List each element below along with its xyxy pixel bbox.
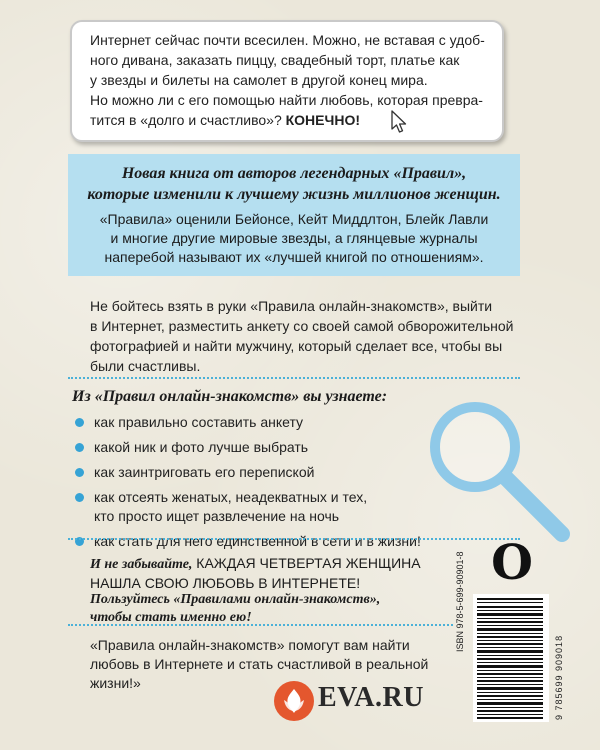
footer-line-2: любовь в Интернете и стать счастливой в реальной bbox=[90, 656, 429, 672]
band-text bbox=[68, 210, 520, 267]
paragraph-line-4: были счастливы. bbox=[90, 358, 201, 374]
learn-title: Из «Правил онлайн-знакомств» вы узнаете: bbox=[72, 388, 388, 405]
list-item-text: как отсеять женатых, неадекватных и тех, bbox=[94, 489, 368, 505]
remember-text bbox=[90, 554, 450, 592]
intro-line-5-text: тится в «долго и счастливо»? bbox=[90, 112, 282, 128]
remember-rest-2: НАШЛА СВОЮ ЛЮБОВЬ В ИНТЕРНЕТЕ! bbox=[90, 575, 361, 591]
barcode-number-text: 9 785699 909018 bbox=[554, 634, 564, 720]
enjoy-text bbox=[90, 591, 450, 627]
band-text-line-2: и многие другие мировые звезды, а глянцевые журналы bbox=[110, 230, 478, 246]
publisher-logo-letter: О bbox=[491, 535, 533, 585]
magnifier-icon bbox=[420, 392, 575, 547]
band-title-line-1: Новая книга от авторов легендарных «Правил», bbox=[121, 165, 467, 182]
main-paragraph bbox=[90, 296, 530, 376]
remember-rest-1: КАЖДАЯ ЧЕТВЕРТАЯ ЖЕНЩИНА bbox=[192, 555, 421, 571]
enjoy-line-1: Пользуйтесь «Правилами онлайн-знакомств», bbox=[90, 592, 381, 607]
list-item-text: какой ник и фото лучше выбрать bbox=[94, 439, 309, 455]
intro-line-3: у звезды и билеты на самолет в другой конец мира. bbox=[90, 72, 428, 88]
divider-top bbox=[68, 377, 520, 379]
list-item-text: как стать для него единственной в сети и в жизни! bbox=[94, 533, 421, 549]
list-item-text-continued: кто просто ищет развлечение на ночь bbox=[94, 508, 340, 524]
band-title-line-2: которые изменили к лучшему жизнь миллионов женщин. bbox=[87, 186, 501, 203]
bullet-dot-icon bbox=[75, 493, 84, 502]
barcode bbox=[473, 594, 549, 722]
divider-bottom bbox=[68, 624, 453, 626]
list-item-text: как заинтриговать его перепиской bbox=[94, 464, 315, 480]
isbn-label bbox=[455, 551, 465, 662]
footer-line-1: «Правила онлайн-знакомств» помогут вам найти bbox=[90, 637, 410, 653]
intro-line-1: Интернет сейчас почти всесилен. Можно, не вставая с удоб- bbox=[90, 32, 485, 48]
list-item-text: как правильно составить анкету bbox=[94, 414, 304, 430]
band-title bbox=[68, 163, 520, 205]
barcode-number bbox=[554, 634, 564, 730]
eva-brand: EVA.RU bbox=[318, 682, 424, 713]
remember-lead: И не забывайте, bbox=[90, 557, 193, 572]
band-text-line-1: «Правила» оценили Бейонсе, Кейт Миддлтон, Блейк Лавли bbox=[99, 211, 489, 227]
publisher-logo bbox=[487, 535, 537, 585]
enjoy-line-2: чтобы стать именно ею! bbox=[90, 610, 252, 625]
paragraph-line-2: в Интернет, разместить анкету со своей самой обворожительной bbox=[90, 318, 514, 334]
footer-line-3: жизни!» bbox=[90, 675, 141, 691]
paragraph-line-3: фотографией и найти мужчину, который сделает все, чтобы вы bbox=[90, 338, 503, 354]
divider-middle bbox=[68, 538, 520, 540]
intro-answer: КОНЕЧНО! bbox=[285, 112, 361, 128]
paragraph-line-1: Не бойтесь взять в руки «Правила онлайн-знакомств», выйти bbox=[90, 298, 493, 314]
intro-text bbox=[90, 30, 510, 130]
bullet-dot-icon bbox=[75, 418, 84, 427]
intro-line-5 bbox=[90, 110, 510, 130]
intro-line-2: ного дивана, заказать пиццу, свадебный торт, платье как bbox=[90, 52, 460, 68]
isbn-text: ISBN 978-5-699-90901-8 bbox=[455, 551, 465, 652]
bullet-dot-icon bbox=[75, 468, 84, 477]
band-text-line-3: наперебой называют их «лучшей книгой по отношениям». bbox=[104, 249, 484, 265]
intro-line-4: Но можно ли с его помощью найти любовь, которая превра- bbox=[90, 92, 483, 108]
mouse-cursor-icon bbox=[390, 110, 410, 134]
bullet-dot-icon bbox=[75, 443, 84, 452]
